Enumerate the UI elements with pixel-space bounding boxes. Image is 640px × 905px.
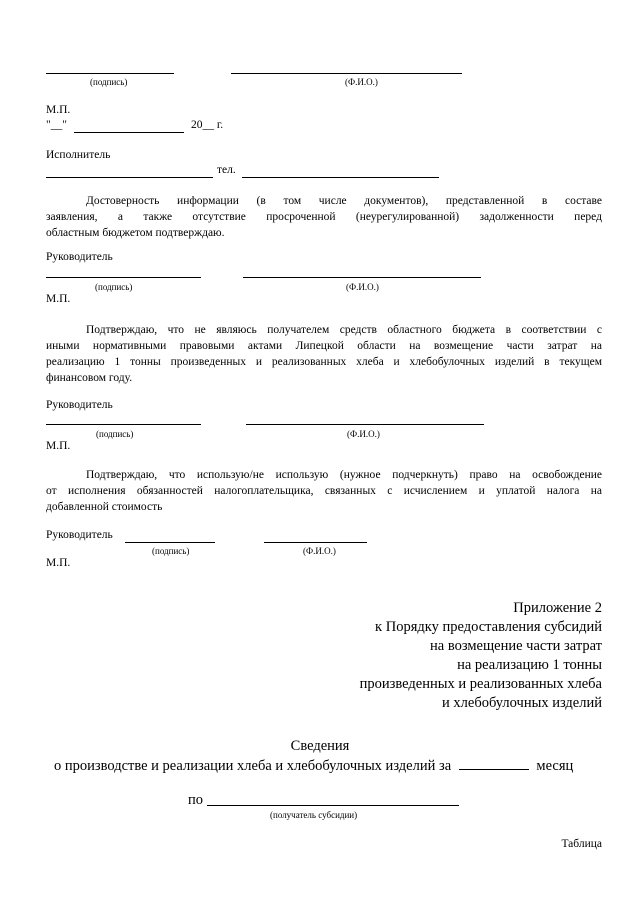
appendix-line: произведенных и реализованных хлеба — [359, 676, 602, 692]
recipient-line[interactable] — [207, 805, 459, 806]
paragraph-line: реализацию 1 тонны произведенных и реализованных хлеба и хлебобулочных изделий в текущем — [46, 356, 602, 368]
executor-label: Исполнитель — [46, 149, 111, 161]
paragraph-line: областным бюджетом подтверждаю. — [46, 227, 225, 239]
stamp-label: М.П. — [46, 104, 71, 116]
recipient-caption: (получатель субсидии) — [270, 810, 358, 820]
fio-line[interactable] — [231, 73, 462, 74]
paragraph-line: добавленной стоимость — [46, 501, 163, 513]
appendix-line: на возмещение части затрат — [430, 638, 602, 654]
report-subtitle — [54, 757, 573, 775]
signature-caption: (подпись) — [90, 77, 128, 87]
paragraph-line: Подтверждаю, что использую/не использую (нужное подчеркнуть) право на освобождение — [86, 469, 602, 481]
paragraph-line: заявления, а также отсутствие просроченной (неурегулированной) задолженности перед — [46, 211, 602, 223]
fio-caption: (Ф.И.О.) — [347, 429, 380, 439]
signature-line[interactable] — [46, 73, 174, 74]
po-label: по — [188, 792, 204, 808]
paragraph-reliability — [46, 193, 602, 241]
phone-line[interactable] — [242, 177, 439, 178]
fio-caption: (Ф.И.О.) — [346, 282, 379, 292]
stamp-label: М.П. — [46, 557, 71, 569]
appendix-header — [360, 599, 602, 713]
fio-line[interactable] — [264, 542, 367, 543]
signature-line[interactable] — [46, 424, 201, 425]
paragraph-not-recipient — [46, 322, 602, 386]
fio-line[interactable] — [246, 424, 484, 425]
report-subtitle-text: о производстве и реализации хлеба и хлебобулочных изделий за — [54, 758, 452, 774]
month-blank[interactable] — [459, 757, 529, 770]
appendix-line: Приложение 2 — [513, 600, 602, 616]
paragraph-line: Достоверность информации (в том числе документов), представленной в составе — [86, 195, 602, 207]
fio-caption: (Ф.И.О.) — [303, 546, 336, 556]
signature-line[interactable] — [125, 542, 215, 543]
head-label: Руководитель — [46, 251, 113, 263]
head-label: Руководитель — [46, 399, 113, 411]
stamp-label: М.П. — [46, 293, 71, 305]
fio-caption: (Ф.И.О.) — [345, 77, 378, 87]
appendix-line: и хлебобулочных изделий — [442, 695, 602, 711]
date-year: 20__ г. — [191, 119, 224, 131]
phone-label: тел. — [217, 164, 236, 176]
paragraph-line: иными нормативными правовыми актами Липецкой области на возмещение части затрат на — [46, 340, 602, 352]
report-title: Сведения — [290, 738, 350, 754]
appendix-line: к Порядку предоставления субсидий — [375, 619, 602, 635]
signature-caption: (подпись) — [95, 282, 133, 292]
date-month-line[interactable] — [74, 132, 184, 133]
signature-line[interactable] — [46, 277, 201, 278]
paragraph-line: Подтверждаю, что не являюсь получателем средств областного бюджета в соответствии с — [86, 324, 602, 336]
date-day: "__" — [46, 119, 67, 131]
report-subtitle-suffix: месяц — [536, 758, 574, 774]
executor-line[interactable] — [46, 177, 213, 178]
paragraph-line: от исполнения обязанностей налогоплательщика, связанных с исчислением и уплатой налога на — [46, 485, 602, 497]
table-label: Таблица — [561, 838, 602, 850]
paragraph-vat — [46, 467, 602, 515]
signature-caption: (подпись) — [96, 429, 134, 439]
paragraph-line: финансовом году. — [46, 372, 133, 384]
stamp-label: М.П. — [46, 440, 71, 452]
appendix-line: на реализацию 1 тонны — [457, 657, 602, 673]
fio-line[interactable] — [243, 277, 481, 278]
head-label: Руководитель — [46, 529, 113, 541]
signature-caption: (подпись) — [152, 546, 190, 556]
